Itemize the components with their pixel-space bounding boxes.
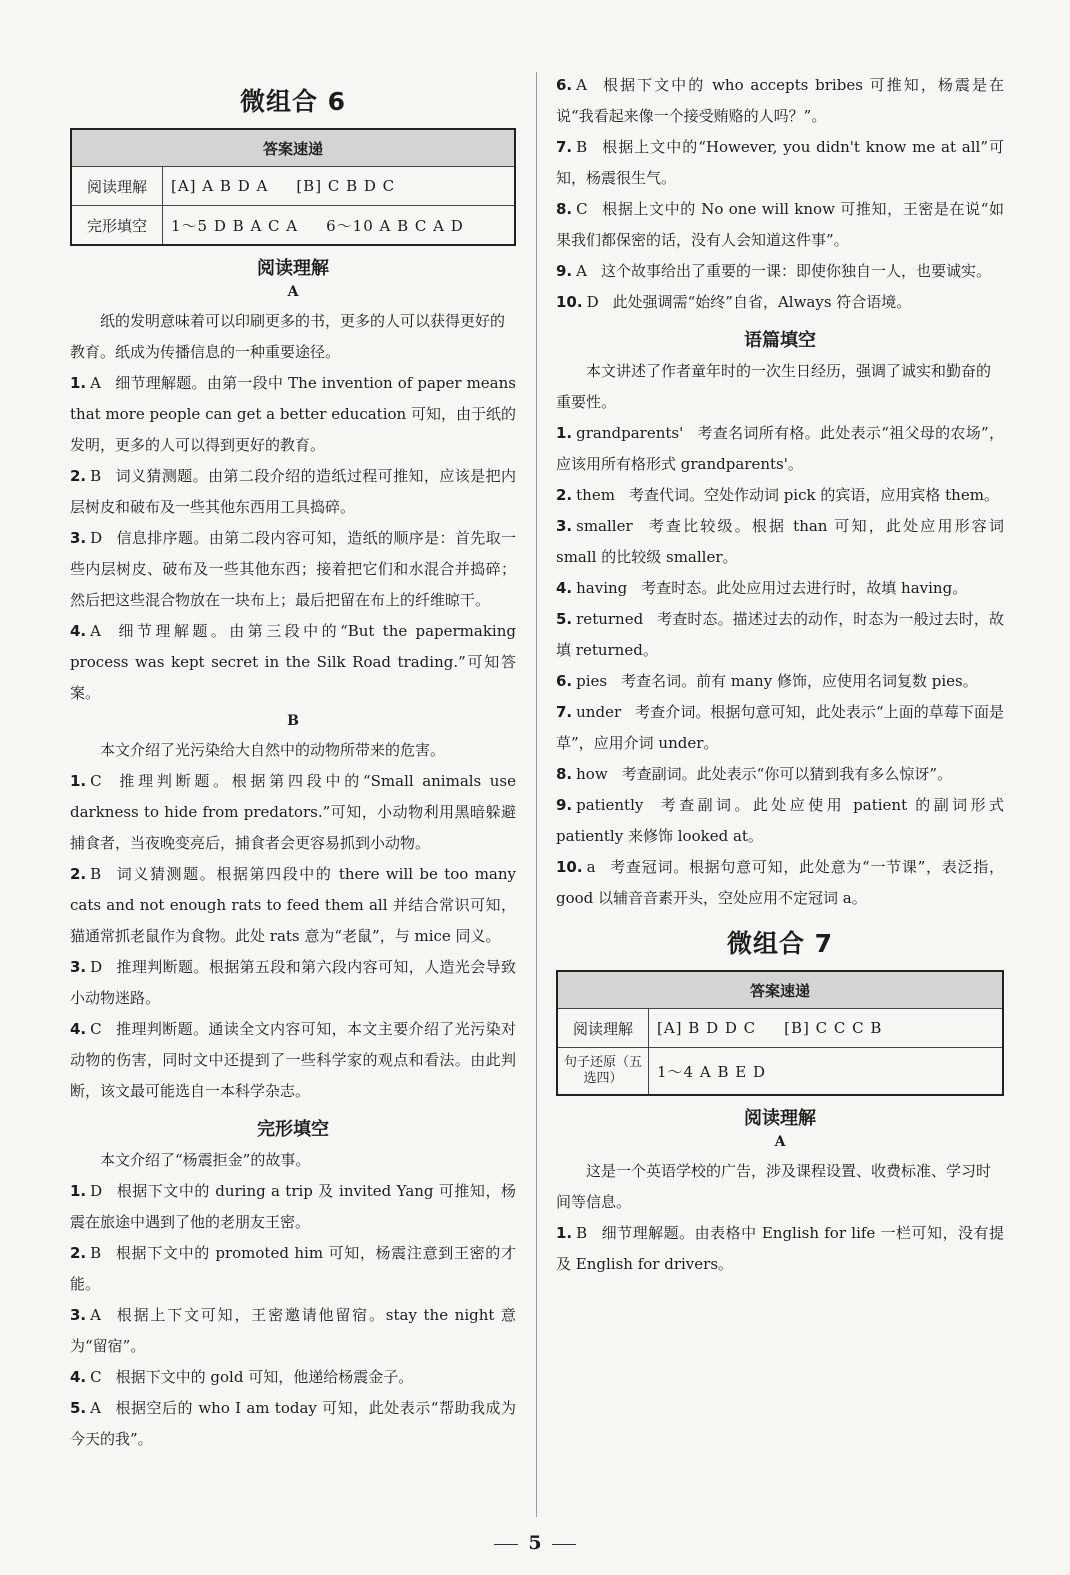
passage-intro: 这是一个英语学校的广告，涉及课程设置、收费标准、学习时间等信息。 bbox=[556, 1162, 992, 1211]
answer-item: 7. B 根据上文中的“However, you didn't know me at all”可知，杨震很生气。 bbox=[556, 138, 1004, 187]
page-number: 5 bbox=[0, 1532, 1070, 1554]
section-title-6: 微组合 6 bbox=[239, 87, 347, 116]
left-column bbox=[70, 70, 516, 1455]
answer-item: 6. pies 考查名词。前有 many 修饰，应使用名词复数 pies。 bbox=[556, 672, 978, 690]
answer-row-label: 阅读理解 bbox=[557, 1009, 649, 1048]
answer-row-value: 1～4 A B E D bbox=[649, 1048, 1004, 1096]
answer-row-value: [A] B D D C [B] C C C B bbox=[649, 1009, 1004, 1048]
answer-table-6 bbox=[70, 128, 516, 246]
answer-item: 3. D 信息排序题。由第二段内容可知，造纸的顺序是：首先取一些内层树皮、破布及一些其他东西；接着把它们和水混合并捣碎；然后把这些混合物放在一块布上；最后把留在布上的纤维晾干。 bbox=[70, 529, 516, 609]
answer-item: 8. C 根据上文中的 No one will know 可推知，王密是在说“如果我们都保密的话，没有人会知道这件事”。 bbox=[556, 200, 1004, 249]
passage-intro: 本文介绍了光污染给大自然中的动物所带来的危害。 bbox=[100, 741, 446, 759]
passage-letter-a: A bbox=[774, 1134, 786, 1150]
answer-item: 10. D 此处强调需“始终”自省，Always 符合语境。 bbox=[556, 293, 912, 311]
answer-item: 5. returned 考查时态。描述过去的动作，时态为一般过去时，故填 returned。 bbox=[556, 610, 1004, 659]
answer-item: 6. A 根据下文中的 who accepts bribes 可推知，杨震是在说“我看起来像一个接受贿赂的人吗？”。 bbox=[556, 76, 1004, 125]
column-divider bbox=[536, 72, 537, 1517]
answer-item: 4. A 细节理解题。由第三段中的“But the papermaking process was kept secret in the Silk Road trading.”可知答案。 bbox=[70, 622, 516, 702]
answer-item: 3. D 推理判断题。根据第五段和第六段内容可知，人造光会导致小动物迷路。 bbox=[70, 958, 516, 1007]
answer-item: 1. A 细节理解题。由第一段中 The invention of paper means that more people can get a better education 可知，由于纸的发明，更多的人可以得到更好的教育。 bbox=[70, 374, 516, 454]
cloze-intro: 本文介绍了“杨震拒金”的故事。 bbox=[100, 1151, 311, 1169]
answer-item: 8. how 考查副词。此处表示“你可以猜到我有多么惊讶”。 bbox=[556, 765, 953, 783]
passage-letter-b: B bbox=[287, 713, 299, 729]
answer-item: 3. A 根据上下文可知，王密邀请他留宿。stay the night 意为“留宿”。 bbox=[70, 1306, 516, 1355]
answer-item: 3. smaller 考查比较级。根据 than 可知，此处应用形容词 small 的比较级 smaller。 bbox=[556, 517, 1004, 566]
answer-item: 9. patiently 考查副词。此处应使用 patient 的副词形式 patiently 来修饰 looked at。 bbox=[556, 796, 1004, 845]
passage-letter-a: A bbox=[287, 284, 299, 300]
answer-item: 2. them 考查代词。空处作动词 pick 的宾语，应用宾格 them。 bbox=[556, 486, 999, 504]
right-column bbox=[556, 70, 1004, 1280]
grammar-intro: 本文讲述了作者童年时的一次生日经历，强调了诚实和勤奋的重要性。 bbox=[556, 362, 992, 411]
answer-item: 1. C 推理判断题。根据第四段中的“Small animals use darkness to hide from predators.”可知，小动物利用黑暗躲避捕食者，当夜晚变亮后，捕食者会更容易抓到小动物。 bbox=[70, 772, 516, 852]
answer-item: 5. A 根据空后的 who I am today 可知，此处表示“帮助我成为今天的我”。 bbox=[70, 1399, 516, 1448]
answer-item: 1. grandparents' 考查名词所有格。此处表示“祖父母的农场”，应该用所有格形式 grandparents'。 bbox=[556, 424, 1004, 473]
reading-title-7: 阅读理解 bbox=[744, 1108, 816, 1129]
section-title-7: 微组合 7 bbox=[726, 929, 834, 958]
answer-row-label: 阅读理解 bbox=[71, 167, 163, 206]
answer-row-value: 1～5 D B A C A 6～10 A B C A D bbox=[163, 206, 516, 246]
answer-item: 2. B 词义猜测题。由第二段介绍的造纸过程可推知，应该是把内层树皮和破布及一些其他东西用工具捣碎。 bbox=[70, 467, 516, 516]
answer-item: 4. having 考查时态。此处应用过去进行时，故填 having。 bbox=[556, 579, 968, 597]
answer-row-value: [A] A B D A [B] C B D C bbox=[163, 167, 516, 206]
answer-row-label: 句子还原（五选四） bbox=[557, 1048, 649, 1096]
answer-table-header: 答案速递 bbox=[71, 129, 515, 167]
answer-item: 4. C 根据下文中的 gold 可知，他递给杨震金子。 bbox=[70, 1368, 414, 1386]
answer-item: 4. C 推理判断题。通读全文内容可知，本文主要介绍了光污染对动物的伤害，同时文中还提到了一些科学家的观点和看法。由此判断，该文最可能选自一本科学杂志。 bbox=[70, 1020, 516, 1100]
answer-item: 9. A 这个故事给出了重要的一课：即使你独自一人，也要诚实。 bbox=[556, 262, 991, 280]
passage-intro: 纸的发明意味着可以印刷更多的书，更多的人可以获得更好的教育。纸成为传播信息的一种重要途径。 bbox=[70, 312, 506, 361]
answer-table-7 bbox=[556, 970, 1004, 1096]
grammar-title: 语篇填空 bbox=[744, 330, 816, 351]
cloze-title: 完形填空 bbox=[257, 1119, 329, 1140]
reading-title-6: 阅读理解 bbox=[257, 258, 329, 279]
answer-item: 2. B 词义猜测题。根据第四段中的 there will be too many cats and not enough rats to feed them all 并结合常识可知，猫通常抓老鼠作为食物。此处 rats 意为“老鼠”，与 mice 同义。 bbox=[70, 865, 516, 945]
answer-item: 1. B 细节理解题。由表格中 English for life 一栏可知，没有提及 English for drivers。 bbox=[556, 1224, 1004, 1273]
answer-item: 1. D 根据下文中的 during a trip 及 invited Yang 可推知，杨震在旅途中遇到了他的老朋友王密。 bbox=[70, 1182, 516, 1231]
answer-item: 2. B 根据下文中的 promoted him 可知，杨震注意到王密的才能。 bbox=[70, 1244, 516, 1293]
answer-table-header: 答案速递 bbox=[557, 971, 1003, 1009]
answer-row-label: 完形填空 bbox=[71, 206, 163, 246]
answer-item: 7. under 考查介词。根据句意可知，此处表示“上面的草莓下面是草”，应用介词 under。 bbox=[556, 703, 1004, 752]
answer-item: 10. a 考查冠词。根据句意可知，此处意为“一节课”，表泛指，good 以辅音音素开头，空处应用不定冠词 a。 bbox=[556, 858, 1004, 907]
